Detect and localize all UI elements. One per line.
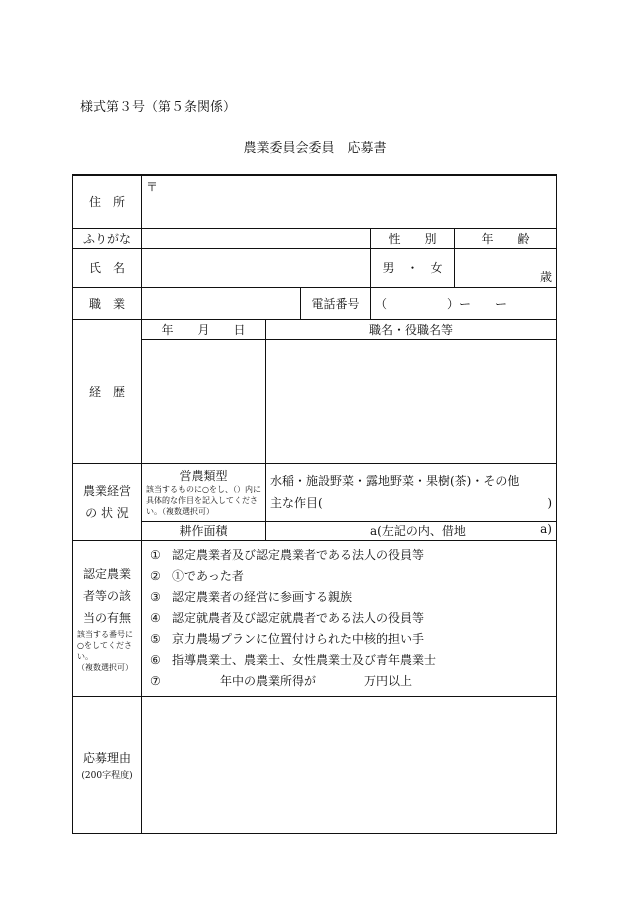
certified-label: 認定農業 者等の該 当の有無 該当する番号に○をしてください。 （複数選択可） [73,540,142,696]
occupation-row [73,287,557,319]
reason-row [73,696,557,833]
farm-area-row [73,521,557,540]
occupation-label: 職 業 [73,287,142,319]
gender-options[interactable]: 男 ・ 女 [371,248,455,287]
farm-type-row [73,463,557,521]
phone-label: 電話番号 [301,287,371,319]
farm-type-cell [142,463,266,521]
address-row [73,175,557,228]
certified-options [142,540,557,696]
phone-field[interactable]: （ ）ー ー [371,287,557,319]
certified-option-7[interactable]: ⑦ 年中の農業所得が 万円以上 [150,673,413,688]
area-text: a(左記の内、借地 [370,524,466,538]
career-position-header: 職名・役職名等 [266,319,557,339]
name-label: 氏 名 [73,248,142,287]
furigana-row [73,228,557,248]
career-header-row [73,319,557,339]
farm-type-label: 営農類型 [179,468,228,483]
career-label: 経 歴 [73,319,142,463]
application-form-table [72,174,557,834]
farm-status-label: 農業経営 の 状 況 [73,463,142,540]
crop-cell[interactable] [266,463,557,521]
gender-header: 性 別 [371,228,455,248]
certified-note: 該当する番号に○をしてください。 [77,630,133,661]
area-unit: a) [540,522,552,536]
certified-option-3[interactable]: ③ 認定農業者の経営に参画する親族 [150,589,353,604]
certified-option-1[interactable]: ① 認定農業者及び認定農業者である法人の役員等 [150,547,425,562]
area-field[interactable] [266,521,557,540]
age-header: 年 齢 [455,228,557,248]
crop-options[interactable]: 水稲・施設野菜・露地野菜・果樹(茶)・その他 [270,474,520,488]
certified-option-4[interactable]: ④ 認定就農者及び認定就農者である法人の役員等 [150,610,425,625]
form-number: 様式第３号（第５条関係） [80,100,237,115]
certified-option-6[interactable]: ⑥ 指導農業士、農業士、女性農業士及び青年農業士 [150,652,437,667]
name-row [73,248,557,287]
reason-field[interactable] [142,696,557,833]
reason-note: (200字程度) [81,771,133,781]
area-label: 耕作面積 [142,521,266,540]
main-crop-field[interactable]: 主な作目( ) [270,496,552,510]
age-field[interactable] [455,248,557,287]
certified-row [73,540,557,696]
reason-label: 応募理由 (200字程度) [73,696,142,833]
career-date-field[interactable] [142,339,266,463]
address-label: 住 所 [73,175,142,228]
occupation-field[interactable] [142,287,301,319]
postal-mark: 〒 [146,180,159,194]
career-body-row [73,339,557,463]
form-title: 農業委員会委員 応募書 [243,141,387,156]
certified-option-2[interactable]: ② ①であった者 [150,568,244,583]
age-unit: 歳 [539,269,552,284]
certified-option-5[interactable]: ⑤ 京力農場プランに位置付けられた中核的担い手 [150,631,425,646]
farm-type-note: 該当するものに○をし、（）内に具体的な作目を記入してください。（複数選択可） [146,484,261,516]
career-position-field[interactable] [266,339,557,463]
certified-note-multi: （複数選択可） [77,663,133,672]
furigana-label: ふりがな [73,228,142,248]
address-field[interactable] [142,175,557,228]
furigana-field[interactable] [142,228,371,248]
name-field[interactable] [142,248,371,287]
career-date-header: 年 月 日 [142,319,266,339]
